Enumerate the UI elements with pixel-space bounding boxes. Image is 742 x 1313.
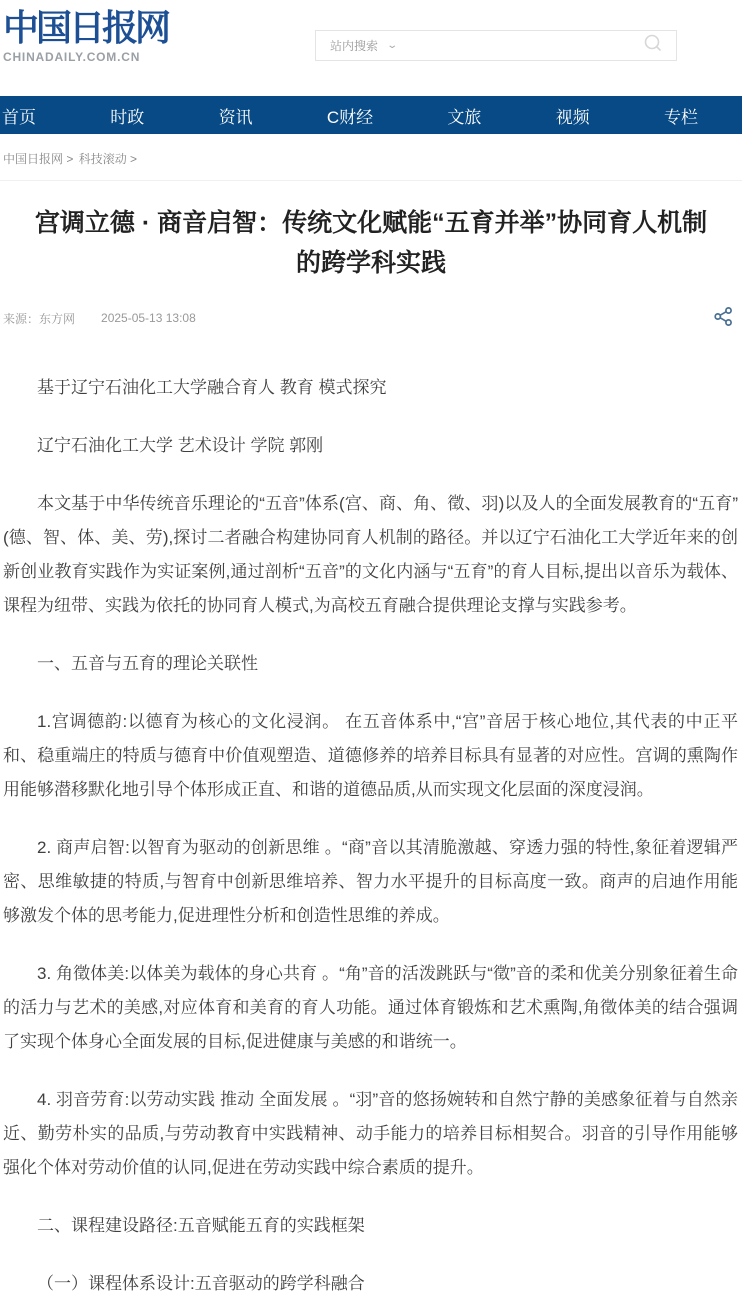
share-button[interactable] [713,306,734,330]
site-logo-english: CHINADAILY.COM.CN [3,50,141,64]
article-source: 来源：东方网 [3,311,76,326]
share-icon [713,306,734,330]
header-divider [0,180,742,181]
nav-item-finance[interactable]: C财经 [326,107,374,127]
site-header [0,0,742,96]
article-datetime: 2025-05-13 13:08 [101,311,196,325]
article-paragraph: 基于辽宁石油化工大学融合育人 教育 模式探究 [37,378,387,397]
chevron-down-icon[interactable]: ⌄ [386,40,399,51]
article-paragraph: 3. 角徵体美:以体美为载体的身心共育 。“角”音的活泼跳跃与“徵”音的柔和优美分别象征着生命的活力与艺术的美感,对应体育和美育的育人功能。通过体育锻炼和艺术熏陶,角徵体美的结合强调了实现个体身心全面发展的目标,促进健康与美感的和谐统一。 [3,964,738,1051]
article-paragraph: 辽宁石油化工大学 艺术设计 学院 郭刚 [37,436,324,455]
page-title: 宫调立德 · 商音启智：传统文化赋能“五育并举”协同育人机制的跨学科实践 [34,209,708,277]
article-meta [3,309,734,327]
article-paragraph: 本文基于中华传统音乐理论的“五音”体系(宫、商、角、徵、羽)以及人的全面发展教育的“五育”(德、智、体、美、劳),探讨二者融合构建协同育人机制的路径。并以辽宁石油化工大学近年来的创新创业教育实践作为实证案例,通过剖析“五音”的文化内涵与“五育”的育人目标,提出以音乐为载体、课程为纽带、实践为依托的协同育人模式,为高校五育融合提供理论支撑与实践参考。 [3,494,738,615]
article-paragraph: 2. 商声启智:以智育为驱动的创新思维 。“商”音以其清脆激越、穿透力强的特性,象征着逻辑严密、思维敏捷的特质,与智育中创新思维培养、智力水平提升的目标高度一致。商声的启迪作用能够激发个体的思考能力,促进理性分析和创造性思维的养成。 [3,838,738,925]
article-paragraph: 4. 羽音劳育:以劳动实践 推动 全面发展 。“羽”音的悠扬婉转和自然宁静的美感象征着与自然亲近、勤劳朴实的品质,与劳动教育中实践精神、动手能力的培养目标相契合。羽音的引导作用能够强化个体对劳动价值的认同,促进在劳动实践中综合素质的提升。 [3,1090,738,1177]
breadcrumb-item-tech-roll[interactable]: 科技滚动 > [78,152,138,166]
search-button[interactable] [642,33,664,58]
breadcrumb [3,150,742,164]
nav-item-home[interactable]: 首页 [2,107,36,127]
nav-item-news[interactable]: 资讯 [218,107,253,127]
article-paragraph: 1.宫调德韵:以德育为核心的文化浸润。 在五音体系中,“宫”音居于核心地位,其代表的中正平和、稳重端庄的特质与德育中价值观塑造、道德修养的培养目标具有显著的对应性。宫调的熏陶作用能够潜移默化地引导个体形成正直、和谐的道德品质,从而实现文化层面的深度浸润。 [3,712,738,799]
nav-item-video[interactable]: 视频 [555,107,590,127]
nav-item-politics[interactable]: 时政 [110,107,145,127]
article-section-heading: 二、课程建设路径:五音赋能五育的实践框架 [37,1216,365,1235]
search-scope-select[interactable]: 站内搜索 [330,39,379,53]
article-body [0,371,742,1301]
article-subsection-heading: （一）课程体系设计:五音驱动的跨学科融合 [37,1274,365,1293]
site-logo[interactable] [3,8,168,64]
nav-item-culture-travel[interactable]: 文旅 [447,107,482,127]
article-section-heading: 一、五音与五育的理论关联性 [37,654,258,673]
nav-item-columns[interactable]: 专栏 [663,107,698,127]
site-logo-chinese: 中国日报网 [3,7,169,49]
main-nav [0,96,742,134]
search-icon [642,33,664,58]
breadcrumb-item-chinadaily[interactable]: 中国日报网 > [3,152,74,166]
search-box[interactable] [315,30,677,61]
